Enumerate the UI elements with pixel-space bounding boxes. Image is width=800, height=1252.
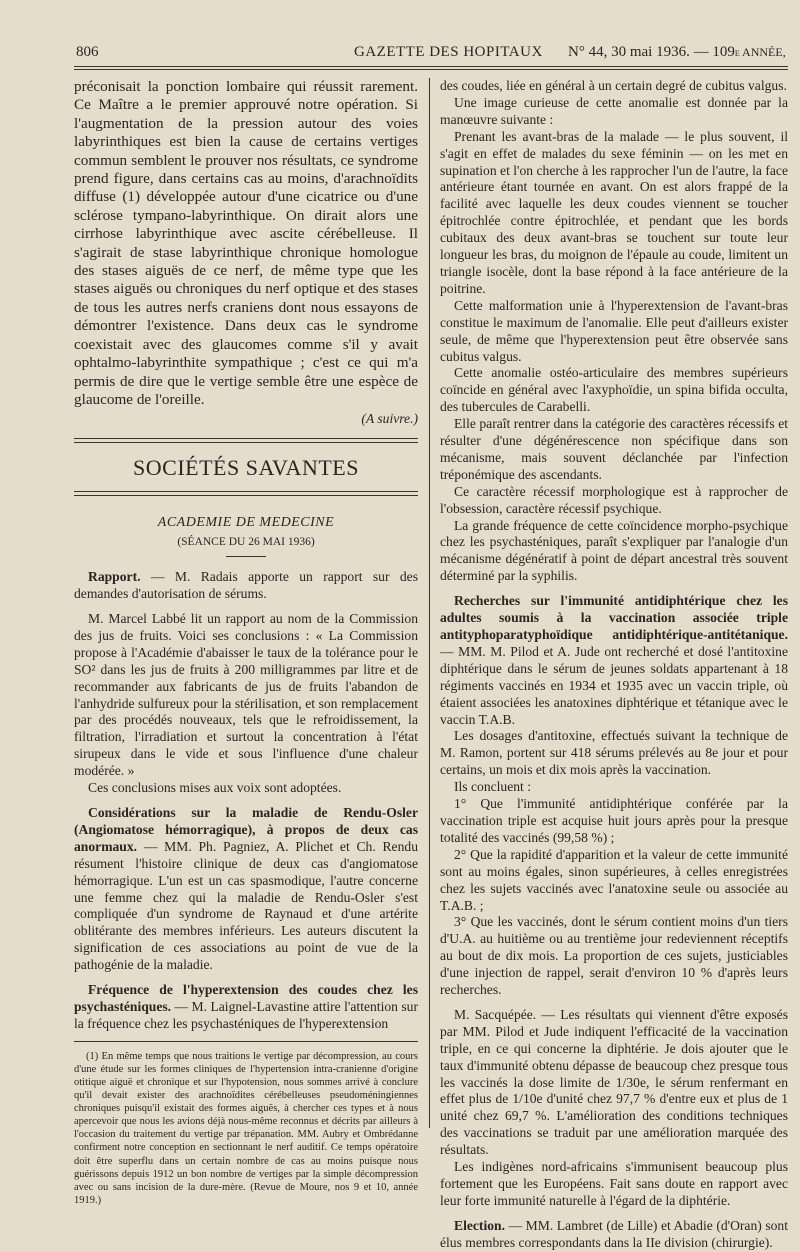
section-separator-2 <box>74 491 418 496</box>
conclusion-1: 1° Que l'immunité antidiphtérique conférée par la vaccination triple est acquise huit jours après pour la presque totalité des vaccinés (99,58 %) ; <box>440 796 788 845</box>
session-date: (SÉANCE DU 26 MAI 1936) <box>177 536 315 549</box>
right-paragraph-8: La grande fréquence de cette coïncidence morpho-psychique chez les psychasténiques, paraît s'expliquer par l'analogie d'un mécanisme dégénératif à point de départ ancestral très souvent déterminé par la syphilis. <box>440 517 788 584</box>
right-paragraph-1: des coudes, liée en général à un certain degré de cubitus valgus. <box>440 78 787 93</box>
right-paragraph-6: Elle paraît rentrer dans la catégorie des caractères récessifs et résulter d'une dégénérescence non spécifique dans son mécanisme, mais souvent déclanchée par l'infection tréponémique des ascendants. <box>440 416 788 482</box>
labbe-paragraph: M. Marcel Labbé lit un rapport au nom de la Commission des jus de fruits. Voici ses conclusions : « La Commission propose à l'Académie d'abaisser le taux de la tolérance pour le SO² dans les jus de fruits à 200 milligrammes par litre et de recommander aux fabricants de jus de fruits l'abandon de l'anhydride sulfureux pour la stérilisation, et son remplacement par des procédés nouveaux, tels que le refroidissement, la filtration, l'irradiation et surtout la concentration à l'état sirupeux dans le vide et sous l'influence d'une chaleur modérée. » <box>74 611 418 779</box>
section-title: SOCIÉTÉS SAVANTES <box>133 455 359 481</box>
column-divider <box>429 78 430 1128</box>
right-paragraph-5: Cette anomalie ostéo-articulaire des membres supérieurs coïncide en général avec l'axyphoïdie, un spina bifida occulta, des tubercules de Carabelli. <box>440 365 788 415</box>
sacquepee-paragraph: M. Sacquépée. — Les résultats qui viennent d'être exposés par MM. Pilod et Jude indiquent l'efficacité de la vaccination triple, en ce qui concerne la diphtérie. Je dois ajouter que le taux d'immunité obtenu dépasse de beaucoup chez presque tous les vaccinés la dose limite de 1/30e, le sérum renfermant en effet plus de 1/10e d'unité chez 97,7 % d'entre eux et plus de 1 unité chez 69,7 %. L'amélioration des conditions techniques des vaccinations se traduit par une amélioration marquée des résultats. <box>440 1006 788 1158</box>
rapport-paragraph: Rapport. — M. Radais apporte un rapport sur des demandes d'autorisation de sérums. <box>74 569 418 602</box>
section-separator <box>74 438 418 443</box>
header-rule <box>74 66 788 67</box>
footnote: (1) En même temps que nous traitions le vertige par décompression, au cours d'une étude sur les formes cliniques de l'hypertension intra-cranienne d'origine otitique aiguë et chronique et sur l'hypotension, nous sommes arrivé à conclure qu'il devait exister des arachnoïdites cérébelleuses pseudoméningiennes chroniques puisqu'il existait des formes aiguës, à chercher ces types et à nous apercevoir que nous les avions déjà nous-même reconnus et décrits par ailleurs à l'occasion du traitement du vertige par trépanation. MM. Aubry et Ombrédanne confirment notre conception en sectionnant le nerf auditif. Ce temps opératoire doit être superflu dans un certain nombre de cas au moins puisque nous guérissons depuis 1912 un bon nombre de vertiges par la simple décompression avec ou sans incision de la dure-mère. (Revue de Moure, nos 9 et 10, année 1919.) <box>74 1050 418 1206</box>
left-column <box>74 78 418 1207</box>
indigenes-paragraph: Les indigènes nord-africains s'immunisent beaucoup plus fortement que les Européens. Fait sans doute en rapport avec leur forte immunité naturelle à l'égard de la diphtérie. <box>440 1159 788 1208</box>
short-rule <box>226 556 266 557</box>
issue-info: N° 44, 30 mai 1936. — 109e ANNÉE, <box>568 44 786 60</box>
immunity-paragraph: Recherches sur l'immunité antidiphtérique chez les adultes soumis à la vaccination associée triple antityphoparatyphoïdique antidiphtérique-antitétanique. — MM. M. Pilod et A. Jude ont recherché et dosé l'antitoxine diphtérique dans le sérum de jeunes soldats appartenant à 18 régiments vaccinés en 1934 et 1935 avec un vaccin triple, où étaient associées les anatoxines diphtérique et tétanique avec le vaccin T.A.B. <box>440 593 788 727</box>
footnote-rule <box>74 1041 418 1042</box>
right-paragraph-3: Prenant les avant-bras de la malade — le plus souvent, il s'agit en effet de malades du sexe féminin — on les met en supination et l'on cherche à les rapprocher l'un de l'autre, la face antérieure étant tournée en avant. On est alors frappé de la facilité avec laquelle les deux coudes viennent se toucher épitrochlée contre épitrochlée, et pendant que les bords cubitaux des deux avant-bras se touchent sur toute leur longueur les bras, du moignon de l'épaule au coude, limitent un triangle isocèle, dont la base répond à la face antérieure de la poitrine. <box>440 128 788 296</box>
right-column <box>440 78 788 1252</box>
adopted-paragraph: Ces conclusions mises aux voix sont adoptées. <box>88 780 342 796</box>
hyperextension-paragraph: Fréquence de l'hyperextension des coudes chez les psychasténiques. — M. Laignel-Lavastine attire l'attention sur la fréquence chez les psychasténiques de l'hyperextension <box>74 982 418 1031</box>
journal-title: GAZETTE DES HOPITAUX <box>354 44 543 60</box>
page-number: 806 <box>76 44 99 60</box>
lead-paragraph: préconisait la ponction lombaire qui réussit rarement. Ce Maître a le premier approuvé notre opération. Si l'augmentation de la pression autour des voies labyrinthiques est bien la cause de certains vertiges commun semblent le prouver nos résultats, ce syndrome prend figure, dans certains cas au moins, d'arachnoïdits diffuse (1) développée autour d'une cicatrice ou d'une sclérose tympano-labyrinthique. On dirait alors une cirrhose labyrinthique avec ascite cérébelleuse. Il s'agirait de stase labyrinthique chronique homologue des stases aiguës de ce nerf, de même type que les stases aiguës ou chroniques du nerf optique et des stases de tous les autres nerfs craniens dont nous essayons de démontrer l'existence. Dans deux cas le syndrome coexistait avec des glaucomes comme s'il y avait ophtalmo-labyrinthite sympathique ; c'est ce qui m'a permis de dire que le vertige semble être une espèce de glaucome de l'oreille. <box>74 78 418 408</box>
osler-paragraph: Considérations sur la maladie de Rendu-Osler (Angiomatose hémorragique), à propos de deux cas anormaux. — MM. Ph. Pagniez, A. Plichet et Ch. Rendu résument l'histoire clinique de deux cas d'angiomatose hémorragique. L'un est un cas spasmodique, l'autre concerne une femme chez qui la maladie de Rendu-Osler s'est compliquée d'un syndrome de Raynaud et d'une artérite oblitérante des membres inférieurs. Les auteurs discutent la signification de ces associations au point de vue de la pathogénie de la maladie. <box>74 805 418 973</box>
right-paragraph-4: Cette malformation unie à l'hyperextension de l'avant-bras constitue le maximum de l'anomalie. Elle peut d'ailleurs exister seule, de même que l'hyperextension peut être observée sans cubitus valgus. <box>440 297 788 364</box>
election-paragraph: Election. — MM. Lambret (de Lille) et Abadie (d'Oran) sont élus membres correspondants dans la IIe division (chirurgie). <box>440 1217 788 1250</box>
to-be-continued: (A suivre.) <box>361 411 418 427</box>
header-rule-2 <box>74 69 788 70</box>
right-paragraph-2: Une image curieuse de cette anomalie est donnée par la manœuvre suivante : <box>440 94 788 127</box>
academy-heading: ACADEMIE DE MEDECINE <box>157 515 335 531</box>
conclusion-3: 3° Que les vaccinés, dont le sérum contient moins d'un tiers d'U.A. au huitième ou au trentième jour redeviennent réceptifs au bout de dix mois. La proportion de ces sujets, justiciables d'une injection de rappel, serait d'environ 10 % d'après leurs recherches. <box>440 914 788 998</box>
page-header <box>70 40 788 64</box>
right-paragraph-9: Les dosages d'antitoxine, effectués suivant la technique de M. Ramon, portent sur 418 sérums prélevés au 8e jour et pour certains, un mois et dix mois après la vaccination. <box>440 728 788 778</box>
right-paragraph-10: Ils concluent : <box>454 779 532 795</box>
right-paragraph-7: Ce caractère récessif morphologique est à rapprocher de l'obsession, caractère récessif psychique. <box>440 483 788 516</box>
conclusion-2: 2° Que la rapidité d'apparition et la valeur de cette immunité sont au moins égales, sinon supérieures, à celles enregistrées chez les sujets vaccinés avec l'anatoxine seule ou associée au T.A.B. ; <box>440 846 788 913</box>
